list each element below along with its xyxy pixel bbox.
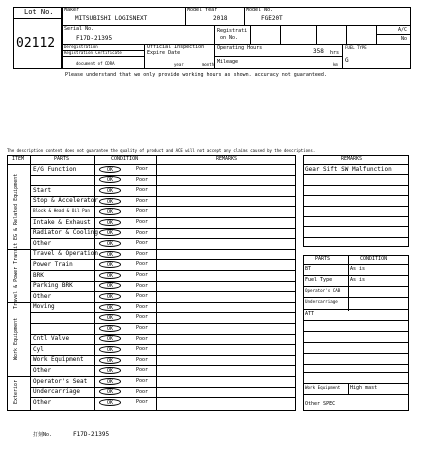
- poor-option[interactable]: Poor: [136, 356, 149, 363]
- parts-panel-condition: As is: [350, 277, 366, 283]
- ac-value: No: [401, 36, 408, 42]
- ok-mark[interactable]: OK: [99, 187, 121, 194]
- ok-mark[interactable]: OK: [99, 399, 121, 406]
- poor-option[interactable]: Poor: [136, 229, 149, 236]
- registration-label-2: on No.: [220, 35, 239, 41]
- header-item: ITEM: [12, 156, 25, 162]
- serial-value: F17D-21395: [76, 35, 113, 42]
- maker-value: MITSUBISHI LOGISNEXT: [75, 15, 148, 22]
- remarks-panel-text: Gear Sift SW Malfunction: [305, 166, 392, 173]
- part-label: Travel & Operation: [33, 250, 99, 258]
- ok-mark[interactable]: OK: [99, 335, 121, 342]
- registration-certificate-label: Registration Certificate: [64, 50, 122, 55]
- ac-label: A/C: [398, 27, 408, 33]
- part-label: Other: [33, 366, 52, 374]
- part-label: Cntl Valve: [33, 335, 70, 343]
- ok-mark[interactable]: OK: [99, 251, 121, 258]
- mileage-label: Mileage: [217, 59, 239, 65]
- group-label: Exterior: [13, 380, 19, 405]
- fuel-type-label: FUEL TYPE: [345, 45, 367, 50]
- poor-option[interactable]: Poor: [136, 293, 149, 300]
- parts-panel-part: Fuel Type: [305, 277, 333, 283]
- ok-mark[interactable]: OK: [99, 282, 121, 289]
- operating-hours-value: 358: [313, 48, 324, 55]
- poor-option[interactable]: Poor: [136, 240, 149, 247]
- poor-option[interactable]: Poor: [136, 219, 149, 225]
- registration-label: Registrati: [217, 28, 248, 34]
- poor-option[interactable]: Poor: [136, 346, 149, 353]
- parts-panel-part: Undercarriage: [305, 299, 338, 304]
- part-label: Radiator & Cooling: [33, 229, 99, 237]
- ok-mark[interactable]: OK: [99, 388, 121, 395]
- lot-label: Lot No.: [24, 8, 54, 16]
- part-label: Operator's Seat: [33, 377, 88, 385]
- operating-hours-label: Operating Hours: [217, 45, 263, 51]
- poor-option[interactable]: Poor: [136, 197, 149, 204]
- part-label: Undercarriage: [33, 388, 80, 396]
- parts-panel-part: BT: [305, 266, 312, 272]
- poor-option[interactable]: Poor: [136, 282, 149, 289]
- deregistration-label: Deregistration: [64, 44, 98, 49]
- part-label: BRK: [33, 271, 44, 279]
- ok-mark[interactable]: OK: [99, 229, 121, 236]
- poor-option[interactable]: Poor: [136, 378, 149, 384]
- ok-mark[interactable]: OK: [99, 357, 121, 364]
- km-unit: km: [333, 62, 338, 67]
- lot-number: 02112: [16, 36, 56, 51]
- poor-option[interactable]: Poor: [136, 335, 149, 342]
- part-label: Parking BRK: [33, 282, 73, 290]
- poor-option[interactable]: Poor: [136, 325, 149, 331]
- part-label: Cyl: [33, 345, 44, 353]
- model-no-label: Model No.: [246, 7, 274, 13]
- parts-panel-part: Other SPEC: [305, 401, 336, 407]
- hrs-unit: hrs: [330, 50, 340, 56]
- part-label: E/G Function: [33, 165, 77, 173]
- ok-mark[interactable]: OK: [99, 198, 121, 205]
- fuel-type-value: G: [345, 57, 349, 64]
- ok-mark[interactable]: OK: [99, 314, 121, 321]
- part-label: Other: [33, 398, 52, 406]
- maker-label: Maker: [64, 7, 80, 13]
- part-label: Other: [33, 292, 52, 300]
- part-label: Intake & Exhaust: [33, 218, 91, 226]
- document-label: document of CDRA: [76, 61, 115, 66]
- poor-option[interactable]: Poor: [136, 303, 149, 310]
- ok-mark[interactable]: OK: [99, 325, 121, 332]
- poor-option[interactable]: Poor: [136, 388, 149, 395]
- model-no-value: FGE20T: [261, 15, 283, 22]
- group-label: Travel & Power Transit: [13, 242, 19, 309]
- ok-mark[interactable]: OK: [99, 378, 121, 385]
- poor-option[interactable]: Poor: [136, 208, 149, 215]
- parts-panel-condition-header: CONDITION: [360, 256, 388, 262]
- parts-panel-parts-header: PARTS: [315, 256, 331, 262]
- ok-mark[interactable]: OK: [99, 304, 121, 311]
- part-label: Start: [33, 186, 52, 194]
- poor-option[interactable]: Poor: [136, 261, 149, 268]
- disclaimer-text: The description content does not guarantee the quality of product and ACE will not accept any claims caused by the descriptions.: [7, 148, 316, 153]
- header-parts: PARTS: [54, 156, 70, 162]
- ok-mark[interactable]: OK: [99, 166, 121, 173]
- poor-option[interactable]: Poor: [136, 176, 149, 183]
- poor-option[interactable]: Poor: [136, 250, 149, 257]
- group-label: EG & Related Equipment: [13, 173, 19, 240]
- parts-panel-part: ATT: [305, 311, 315, 317]
- ok-mark[interactable]: OK: [99, 367, 121, 374]
- inspection-label-2: Expire Date: [147, 50, 181, 56]
- header-condition: CONDITION: [111, 156, 139, 162]
- footer-label: 打刻No.: [33, 432, 53, 438]
- inspection-label: Official Inspection: [147, 44, 205, 50]
- parts-panel-condition: High mast: [350, 385, 378, 391]
- poor-option[interactable]: Poor: [136, 272, 149, 278]
- month-label: month: [202, 62, 215, 67]
- poor-option[interactable]: Poor: [136, 314, 149, 321]
- model-year-label: Model Year: [187, 7, 218, 13]
- part-label: Moving: [33, 303, 55, 311]
- ok-mark[interactable]: OK: [99, 240, 121, 247]
- parts-panel-part: Work Equipment: [305, 385, 341, 390]
- poor-option[interactable]: Poor: [136, 166, 149, 172]
- header-remarks: REMARKS: [216, 156, 238, 162]
- notice-text: Please understand that we only provide working hours as shown. accuracy not guaranteed.: [65, 72, 327, 78]
- parts-panel-part: Operator's CAB: [305, 288, 341, 293]
- poor-option[interactable]: Poor: [136, 187, 149, 194]
- footer-value: F17D-21395: [73, 431, 110, 438]
- remarks-panel-header: REMARKS: [341, 156, 363, 162]
- ok-mark[interactable]: OK: [99, 293, 121, 300]
- poor-option[interactable]: Poor: [136, 367, 149, 374]
- part-label: Power Train: [33, 260, 73, 268]
- poor-option[interactable]: Poor: [136, 399, 149, 406]
- serial-label: Serial No.: [64, 26, 95, 32]
- ok-mark[interactable]: OK: [99, 176, 121, 183]
- part-label: Block & Head & Oil Pan: [33, 208, 90, 214]
- ok-mark[interactable]: OK: [99, 261, 121, 268]
- group-label: Work Equipment: [13, 318, 19, 361]
- part-label: Work Equipment: [33, 356, 84, 364]
- parts-panel-condition: As is: [350, 266, 366, 272]
- year-label: year: [174, 62, 184, 67]
- model-year-value: 2018: [213, 15, 228, 22]
- ok-mark[interactable]: OK: [99, 346, 121, 353]
- ok-mark[interactable]: OK: [99, 208, 121, 215]
- part-label: Other: [33, 239, 52, 247]
- part-label: Stop & Accelerator: [33, 197, 99, 205]
- ok-mark[interactable]: OK: [99, 272, 121, 279]
- ok-mark[interactable]: OK: [99, 219, 121, 226]
